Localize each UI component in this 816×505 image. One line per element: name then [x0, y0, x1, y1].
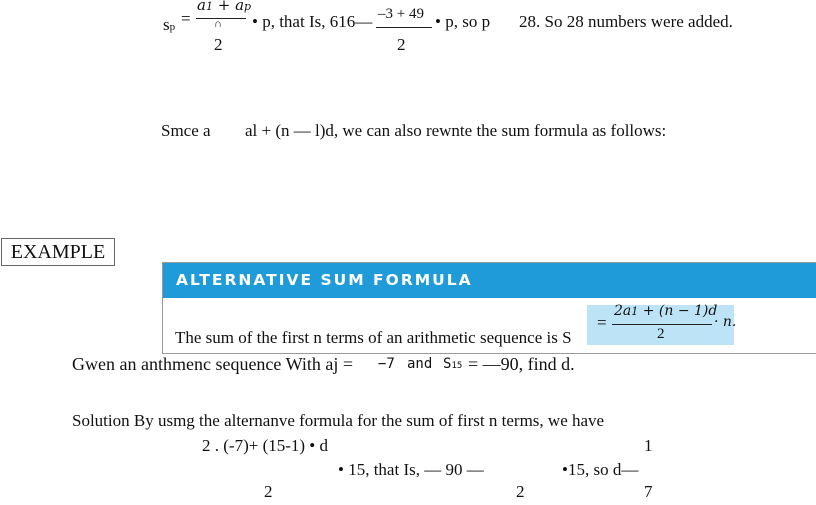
- formula-tail: · n.: [714, 314, 737, 330]
- solution-numerator: 2 . (-7)+ (15-1) • d: [202, 436, 329, 455]
- fraction1-denominator: 2: [214, 35, 223, 54]
- equals-sign: =: [181, 9, 191, 28]
- problem-value-a: −7: [378, 356, 395, 372]
- formula-numerator: 2a1 + (n − 1)d: [614, 303, 718, 319]
- problem-s15: S15: [443, 356, 463, 372]
- box-body-text: The sum of the first n terms of an arithmetic sequence is S: [175, 328, 572, 347]
- solution-denominator-2: 2: [516, 482, 525, 501]
- fraction1-numerator: a1 + ap: [197, 0, 252, 14]
- rewrite-text-a: Smce a: [161, 121, 211, 140]
- solution-numerator-right: 1: [644, 436, 653, 455]
- line1-after-text: • p, so p: [435, 12, 491, 31]
- formula-fraction-bar: [612, 324, 712, 325]
- fraction2-bar: [376, 27, 432, 28]
- solution-mid: • 15, that Is, — 90 —: [338, 460, 484, 479]
- line1-result: 28. So 28 numbers were added.: [519, 12, 733, 31]
- rewrite-text-b: al + (n — l)d, we can also rewnte the sum formula as follows:: [245, 121, 667, 140]
- box-header: ALTERNATIVE SUM FORMULA: [163, 263, 816, 298]
- sum-symbol: sp: [163, 15, 176, 34]
- problem-text-b: = —90, find d.: [468, 354, 575, 374]
- formula-denominator: 2: [657, 326, 665, 342]
- solution-denominator-1: 2: [264, 482, 273, 501]
- example-label: EXAMPLE: [1, 238, 115, 266]
- solution-intro: Solution By usmg the alternanve formula for the sum of first n terms, we have: [72, 411, 605, 430]
- fraction2-denominator: 2: [397, 35, 406, 54]
- problem-and: and: [407, 356, 433, 372]
- solution-denominator-3: 7: [644, 482, 653, 501]
- line1-mid-text: • p, that Is, 616—: [252, 12, 373, 31]
- solution-mid2: •15, so d—: [562, 460, 639, 479]
- fraction1-denominator-partial: ∩: [214, 18, 222, 30]
- fraction2-numerator: –3 + 49: [378, 6, 424, 22]
- formula-equals: =: [597, 313, 607, 332]
- problem-text-a: Gwen an anthmenc sequence With aj =: [72, 354, 353, 374]
